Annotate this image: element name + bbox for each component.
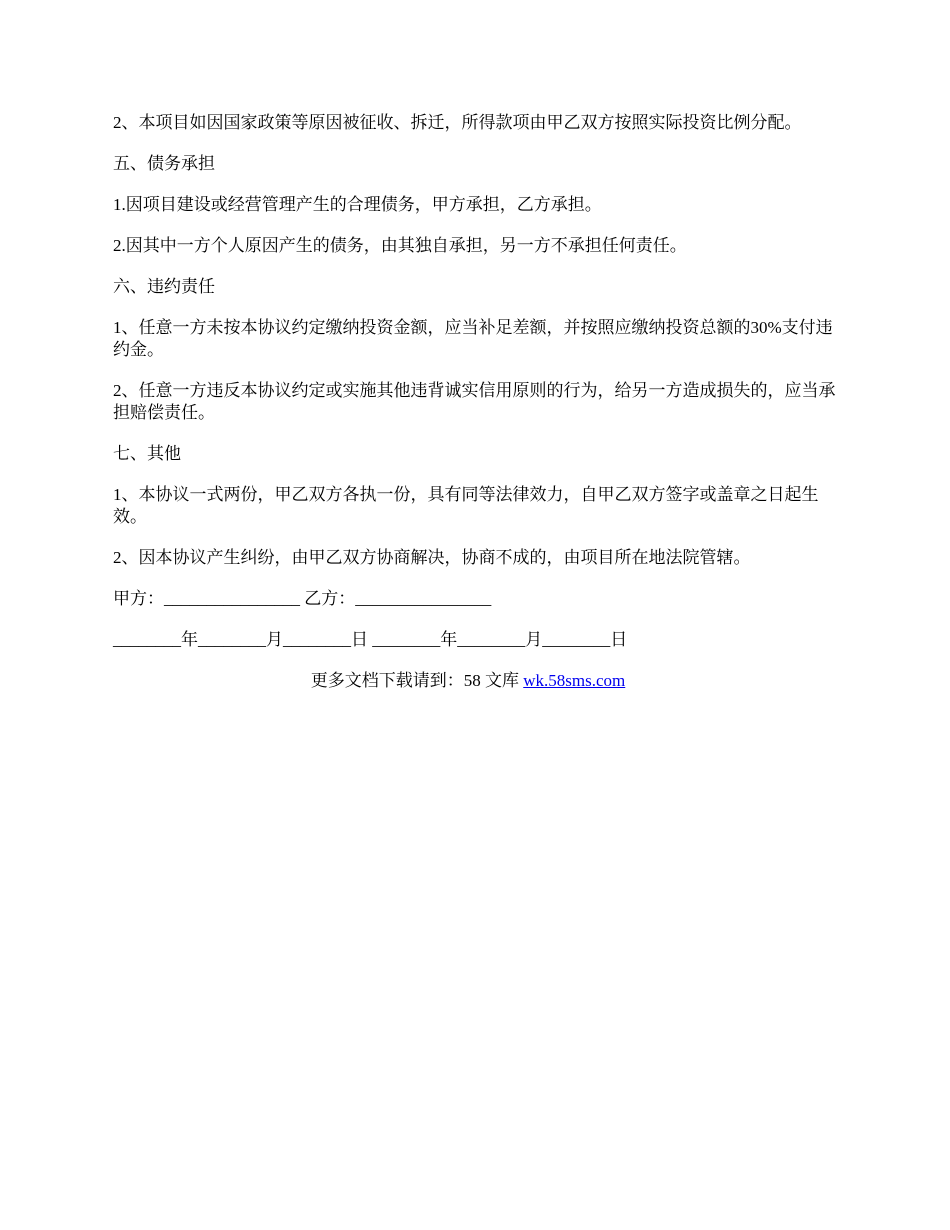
clause-breach-payment: 1、任意一方未按本协议约定缴纳投资金额，应当补足差额，并按照应缴纳投资总额的30%支付违约金。 <box>113 318 833 359</box>
section-heading-breach: 六、违约责任 <box>113 277 215 296</box>
clause-reasonable-debt: 1.因项目建设或经营管理产生的合理债务，甲方承担，乙方承担。 <box>113 195 602 214</box>
signature-date-line: ________年________月________日 ________年________月________日 <box>113 630 628 649</box>
clause-copies: 1、本协议一式两份，甲乙双方各执一份，具有同等法律效力，自甲乙双方签字或盖章之日起生效。 <box>113 485 819 526</box>
download-footer <box>103 670 833 692</box>
clause-personal-debt: 2.因其中一方个人原因产生的债务，由其独自承担，另一方不承担任何责任。 <box>113 236 687 255</box>
clause-dispute: 2、因本协议产生纠纷，由甲乙双方协商解决，协商不成的，由项目所在地法院管辖。 <box>113 548 751 567</box>
clause-expropriation: 2、本项目如因国家政策等原因被征收、拆迁，所得款项由甲乙双方按照实际投资比例分配。 <box>113 113 802 132</box>
footer-prefix: 更多文档下载请到：58 文库 <box>310 671 524 690</box>
clause-breach-compensation: 2、任意一方违反本协议约定或实施其他违背诚实信用原则的行为，给另一方造成损失的，应当承担赔偿责任。 <box>113 381 836 422</box>
footer-site-link[interactable]: wk.58sms.com <box>523 671 626 690</box>
signature-parties-line: 甲方：________________ 乙方：________________ <box>113 589 492 608</box>
section-heading-debt: 五、债务承担 <box>113 154 215 173</box>
section-heading-other: 七、其他 <box>113 444 181 463</box>
document-body <box>113 112 843 692</box>
